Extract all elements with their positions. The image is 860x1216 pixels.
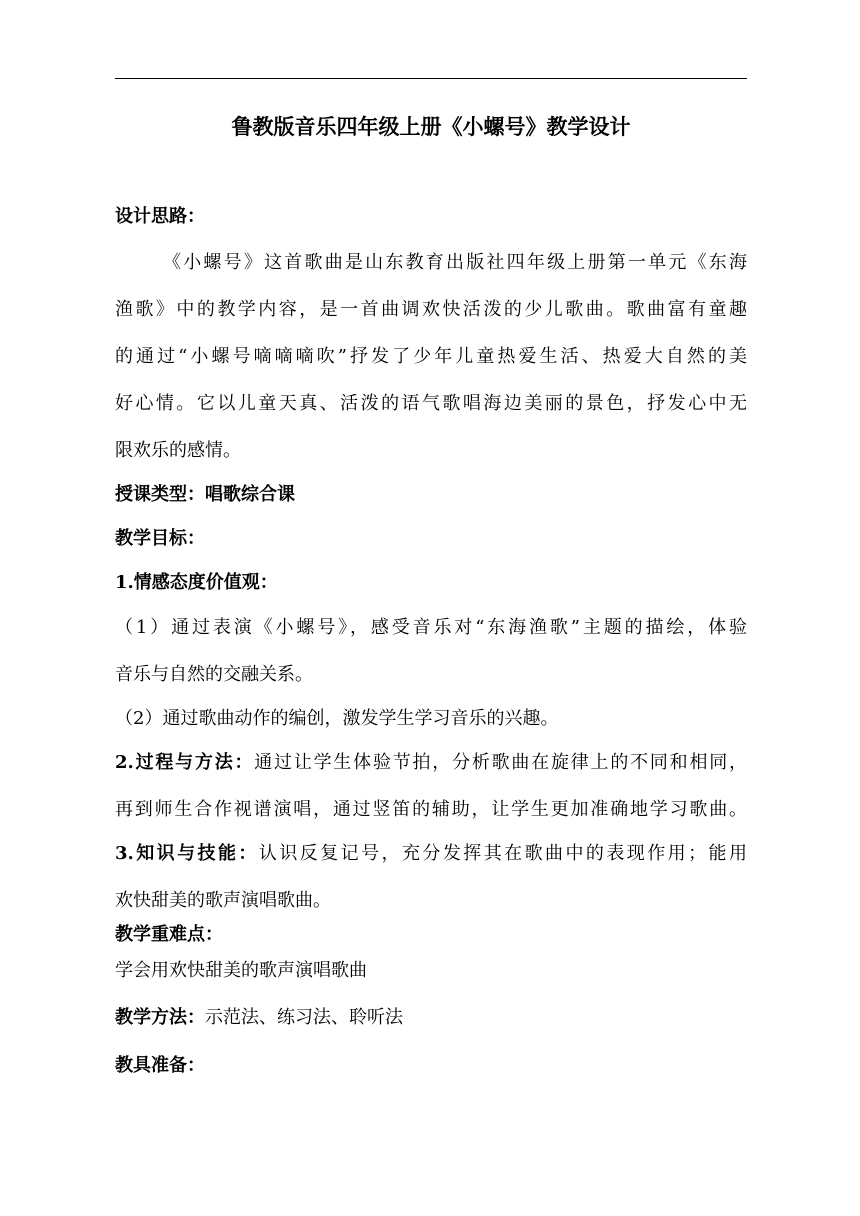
design-idea-line-3: 的通过“小螺号嘀嘀嘀吹”抒发了少年儿童热爱生活、热爱大自然的美 — [115, 346, 747, 367]
objective-emotion-item-2: （2）通过歌曲动作的编创，激发学生学习音乐的兴趣。 — [115, 708, 559, 729]
objectives-heading: 教学目标： — [115, 528, 205, 549]
header-rule — [115, 78, 747, 79]
design-idea-line-2: 渔歌》中的教学内容，是一首曲调欢快活泼的少儿歌曲。歌曲富有童趣 — [115, 299, 747, 320]
lesson-type-label: 授课类型： — [115, 484, 205, 505]
objective-emotion-label: 1.情感态度价值观： — [115, 572, 278, 593]
objective-skills-text-1: 认识反复记号，充分发挥其在歌曲中的表现作用；能用 — [258, 843, 747, 864]
teaching-methods — [115, 1004, 403, 1032]
objective-process-label: 2.过程与方法： — [115, 752, 255, 773]
key-points-heading: 教学重难点： — [115, 924, 223, 945]
objective-process-line-1 — [115, 749, 747, 777]
objective-emotion-item-1: （1）通过表演《小螺号》，感受音乐对“东海渔歌”主题的描绘，体验 — [115, 617, 747, 638]
objective-process-text-1: 通过让学生体验节拍，分析歌曲在旋律上的不同和相同， — [254, 752, 748, 773]
lesson-type-value: 唱歌综合课 — [205, 484, 295, 505]
design-idea-line-4: 好心情。它以儿童天真、活泼的语气歌唱海边美丽的景色，抒发心中无 — [115, 393, 747, 414]
lesson-type — [115, 481, 295, 509]
materials-heading: 教具准备： — [115, 1055, 205, 1076]
teaching-methods-label: 教学方法： — [115, 1007, 205, 1028]
design-idea-line-5: 限欢乐的感情。 — [115, 440, 241, 461]
objective-skills-label: 3.知识与技能： — [115, 843, 259, 864]
document-title: 鲁教版音乐四年级上册《小螺号》教学设计 — [231, 114, 631, 139]
document-page — [115, 0, 747, 1216]
design-idea-line-1: 《小螺号》这首歌曲是山东教育出版社四年级上册第一单元《东海 — [163, 252, 747, 273]
design-idea-heading: 设计思路： — [115, 206, 205, 227]
key-points-text: 学会用欢快甜美的歌声演唱歌曲 — [115, 960, 367, 981]
objective-emotion-item-1-cont: 音乐与自然的交融关系。 — [115, 664, 313, 685]
objective-skills-line-2: 欢快甜美的歌声演唱歌曲。 — [115, 890, 331, 911]
objective-skills-line-1 — [115, 840, 747, 868]
objective-process-line-2: 再到师生合作视谱演唱，通过竖笛的辅助，让学生更加准确地学习歌曲。 — [115, 799, 747, 820]
teaching-methods-value: 示范法、练习法、聆听法 — [205, 1007, 403, 1028]
